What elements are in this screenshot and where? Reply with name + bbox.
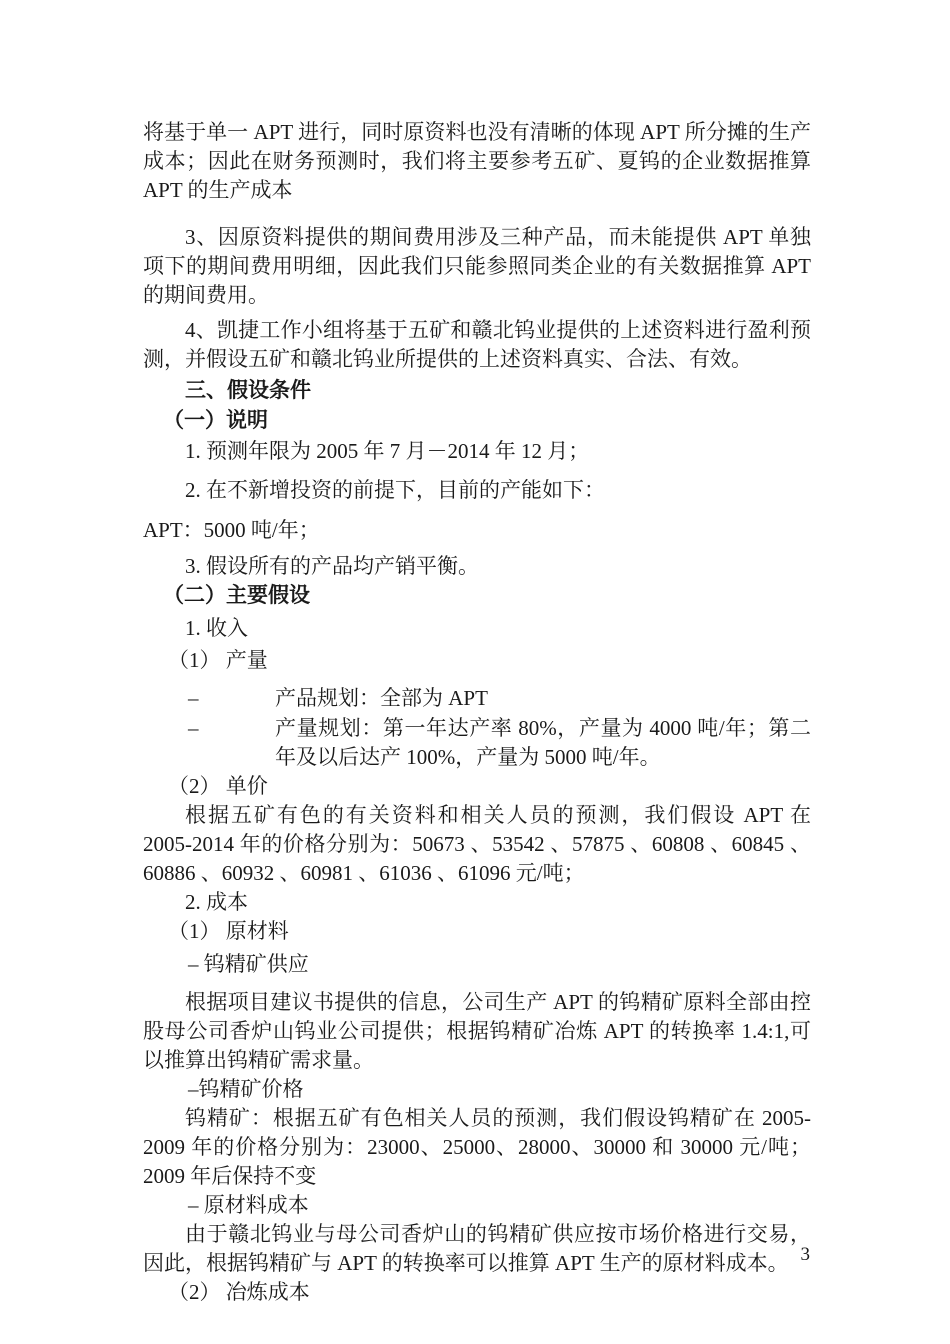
bullet-output-plan-text: 产量规划：第一年达产率 80%，产量为 4000 吨/年；第二年及以后达产 100%，产量为 5000 吨/年。 xyxy=(275,716,811,769)
heading-sub-2-main-assumptions: （二）主要假设 xyxy=(163,584,310,607)
sub-item-output: （1） 产量 xyxy=(168,648,268,672)
para-apt-cost-continuation: 将基于单一 APT 进行，同时原资料也没有清晰的体现 APT 所分摊的生产成本；因此在财务预测时，我们将主要参考五矿、夏钨的企业数据推算 APT 的生产成本 xyxy=(143,120,811,202)
bullet-product-plan xyxy=(143,684,811,713)
para-point-4-profit-forecast: 4、凯捷工作小组将基于五矿和赣北钨业提供的上述资料进行盈利预测，并假设五矿和赣北钨业所提供的上述资料真实、合法、有效。 xyxy=(143,318,811,371)
page-content xyxy=(143,118,811,1307)
list-item-sales-balance: 3. 假设所有的产品均产销平衡。 xyxy=(185,554,479,578)
line-apt-capacity: APT：5000 吨/年； xyxy=(143,518,320,542)
dash-marker-icon: – xyxy=(188,686,199,710)
para-concentrate-supply: 根据项目建议书提供的信息，公司生产 APT 的钨精矿原料全部由控股母公司香炉山钨业公司提供；根据钨精矿冶炼 APT 的转换率 1.4:1,可以推算出钨精矿需求量。 xyxy=(143,990,812,1072)
list-item-income: 1. 收入 xyxy=(185,616,248,640)
heading-sub-1-notes: （一）说明 xyxy=(163,409,268,432)
para-raw-material-cost: 由于赣北钨业与母公司香炉山的钨精矿供应按市场价格进行交易，因此，根据钨精矿与 APT 的转换率可以推算 APT 生产的原材料成本。 xyxy=(143,1222,811,1275)
bullet-raw-material-cost: – 原材料成本 xyxy=(188,1193,309,1217)
sub-item-unit-price: （2） 单价 xyxy=(168,774,268,798)
list-item-cost: 2. 成本 xyxy=(185,890,248,914)
list-item-forecast-period: 1. 预测年限为 2005 年 7 月－2014 年 12 月； xyxy=(185,439,590,463)
bullet-concentrate-price: –钨精矿价格 xyxy=(188,1077,304,1101)
para-apt-price-forecast: 根据五矿有色的有关资料和相关人员的预测，我们假设 APT 在 2005-2014 年的价格分别为：50673 、53542 、57875 、60808 、60845 、60886 、60932 、60981 、61036 、61096 元/吨； xyxy=(143,803,811,885)
heading-section-3-assumptions: 三、假设条件 xyxy=(185,379,311,402)
bullet-output-plan xyxy=(143,714,811,772)
bullet-concentrate-supply: – 钨精矿供应 xyxy=(188,952,309,976)
para-point-3-period-expense: 3、因原资料提供的期间费用涉及三种产品，而未能提供 APT 单独项下的期间费用明细，因此我们只能参照同类企业的有关数据推算 APT 的期间费用。 xyxy=(143,225,811,307)
bullet-product-plan-text: 产品规划：全部为 APT xyxy=(275,686,488,710)
para-concentrate-price-forecast: 钨精矿：根据五矿有色相关人员的预测，我们假设钨精矿在 2005-2009 年的价格分别为：23000、25000、28000、30000 和 30000 元/吨；2009 年后保持不变 xyxy=(143,1106,811,1188)
sub-item-raw-material: （1） 原材料 xyxy=(168,919,289,943)
page-number: 3 xyxy=(800,1244,810,1265)
list-item-capacity-premise: 2. 在不新增投资的前提下，目前的产能如下： xyxy=(185,478,605,502)
dash-marker-icon: – xyxy=(188,716,199,740)
sub-item-smelting-cost: （2） 冶炼成本 xyxy=(168,1280,310,1304)
